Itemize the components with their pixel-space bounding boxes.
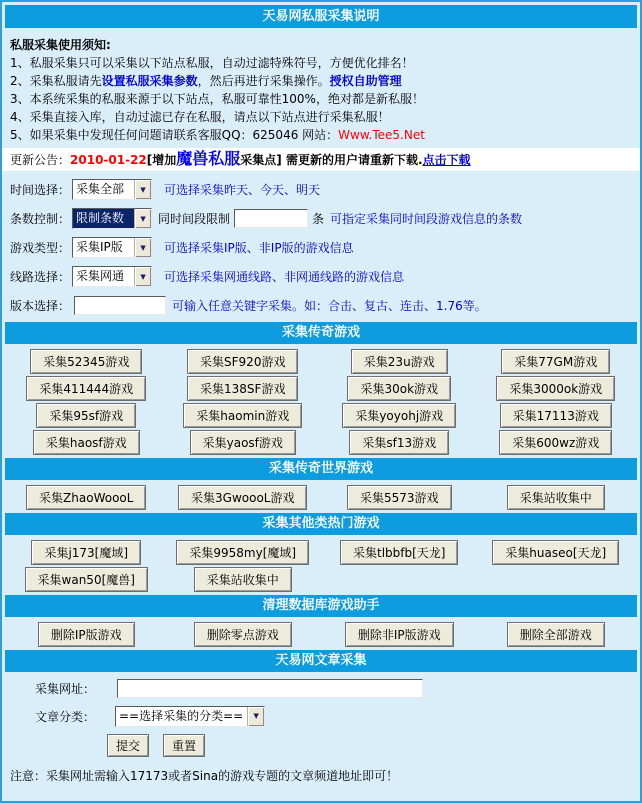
collect-button[interactable]: 采集sf13游戏	[349, 430, 449, 455]
collect-button[interactable]: 采集j173[魔域]	[31, 540, 141, 565]
button-cell	[321, 429, 478, 456]
notice-line-3: 3、本系统采集的私服来源于以下站点，私服可靠性100%，绝对都是新私服！	[10, 92, 424, 106]
collect-button[interactable]: 删除全部游戏	[507, 622, 605, 647]
notice-section	[2, 28, 640, 144]
notice-line-5-pre: 5、如果采集中发现任何问题请联系客服QQ：625046 网站：	[10, 128, 339, 142]
article-category-select[interactable]	[115, 706, 265, 727]
collect-button[interactable]: 采集yaosf游戏	[190, 430, 296, 455]
section-button-grid	[2, 346, 640, 456]
article-url-row	[2, 674, 640, 702]
time-label: 时间选择：	[10, 183, 71, 197]
collect-button[interactable]: 采集haosf游戏	[33, 430, 140, 455]
dropdown-arrow-icon[interactable]: ▼	[134, 267, 151, 286]
button-cell	[321, 484, 478, 511]
support-website: Www.Tee5.Net	[338, 128, 425, 142]
game-type-select-value: 采集IP版	[76, 240, 123, 254]
button-cell	[8, 429, 165, 456]
button-cell	[165, 375, 322, 402]
time-select-value: 采集全部	[76, 182, 125, 196]
collect-button[interactable]: 采集600wz游戏	[499, 430, 612, 455]
collect-button[interactable]: 采集138SF游戏	[187, 376, 298, 401]
update-note: 需更新的用户请重新下载.	[281, 153, 423, 167]
collect-button[interactable]: 采集3GwoooL游戏	[178, 485, 307, 510]
button-cell	[8, 539, 165, 566]
version-label: 版本选择：	[10, 299, 71, 313]
notice-line-1: 1、私服采集只可以采集以下站点私服，自动过滤特殊符号，方便优化排名！	[10, 56, 414, 70]
time-select[interactable]	[72, 179, 152, 200]
update-announcement	[2, 148, 640, 171]
button-cell	[478, 402, 635, 429]
button-cell	[165, 402, 322, 429]
update-highlight: 魔兽私服	[176, 149, 241, 168]
version-input[interactable]	[74, 296, 166, 315]
collect-button[interactable]: 采集huaseo[天龙]	[492, 540, 619, 565]
collect-sections	[2, 322, 640, 648]
button-cell	[8, 402, 165, 429]
collect-button[interactable]: 采集77GM游戏	[501, 349, 610, 374]
type-help: 可选择采集IP版、非IP版的游戏信息	[164, 241, 354, 255]
download-link[interactable]: 点击下载	[422, 153, 471, 167]
dropdown-arrow-icon[interactable]: ▼	[134, 238, 151, 257]
type-filter-row	[10, 233, 640, 262]
button-cell	[165, 539, 322, 566]
update-date: 2010-01-22	[70, 153, 147, 167]
self-manage-link[interactable]: 授权自助管理	[329, 74, 402, 88]
article-url-input[interactable]	[117, 679, 423, 698]
button-cell	[8, 566, 165, 593]
notice-line-2-pre: 2、采集私服请先	[10, 74, 102, 88]
time-help: 可选择采集昨天、今天、明天	[164, 183, 321, 197]
button-cell	[478, 621, 635, 648]
section-banner: 清理数据库游戏助手	[5, 595, 637, 617]
dropdown-arrow-icon[interactable]: ▼	[247, 707, 264, 726]
article-category-row	[2, 702, 640, 730]
article-url-label: 采集网址：	[35, 681, 96, 696]
collect-button[interactable]: 删除非IP版游戏	[345, 622, 454, 647]
notice-line-2-mid: ，然后再进行采集操作。	[197, 74, 330, 88]
collect-button[interactable]: 采集17113游戏	[500, 403, 612, 428]
limit-input[interactable]	[234, 209, 308, 228]
collect-button[interactable]: 采集站收集中	[194, 567, 292, 592]
line-label: 线路选择：	[10, 270, 71, 284]
button-cell	[321, 348, 478, 375]
button-cell	[165, 348, 322, 375]
section-button-grid	[2, 619, 640, 648]
button-cell	[478, 484, 635, 511]
section-button-grid	[2, 537, 640, 593]
collect-button[interactable]: 采集30ok游戏	[347, 376, 451, 401]
time-filter-row	[10, 175, 640, 204]
update-bracket-pre: [增加	[146, 153, 177, 167]
count-mid-label: 同时间段限制	[158, 212, 231, 226]
filter-section	[2, 171, 640, 320]
set-params-link[interactable]: 设置私服采集参数	[101, 74, 198, 88]
collect-button[interactable]: 删除零点游戏	[194, 622, 292, 647]
button-cell	[165, 484, 322, 511]
article-category-label: 文章分类：	[35, 709, 96, 724]
count-label: 条数控制：	[10, 212, 71, 226]
line-help: 可选择采集网通线路、非网通线路的游戏信息	[164, 270, 405, 284]
section-button-grid	[2, 482, 640, 511]
section-banner: 采集其他类热门游戏	[5, 513, 637, 535]
article-form-buttons	[2, 730, 640, 760]
button-cell	[478, 375, 635, 402]
button-cell	[165, 566, 322, 593]
button-cell	[321, 621, 478, 648]
notice-line-5	[10, 126, 632, 144]
collect-button[interactable]: 采集9958my[魔域]	[176, 540, 309, 565]
line-select[interactable]	[72, 266, 152, 287]
count-filter-row	[10, 204, 640, 233]
button-cell	[321, 402, 478, 429]
count-suffix: 条	[312, 212, 325, 226]
type-label: 游戏类型：	[10, 241, 71, 255]
collect-button[interactable]: 采集tlbbfb[天龙]	[340, 540, 458, 565]
version-filter-row	[10, 291, 640, 320]
button-cell	[8, 484, 165, 511]
dropdown-arrow-icon[interactable]: ▼	[134, 209, 151, 228]
collect-button[interactable]: 采集5573游戏	[347, 485, 452, 510]
article-banner: 天易网文章采集	[5, 650, 637, 672]
collect-button[interactable]: 采集52345游戏	[30, 349, 142, 374]
button-cell	[478, 348, 635, 375]
button-cell	[321, 539, 478, 566]
notice-line-2	[10, 72, 632, 90]
count-help: 可指定采集同时间段游戏信息的条数	[330, 212, 523, 226]
line-filter-row	[10, 262, 640, 291]
notice-heading: 私服采集使用须知:	[10, 38, 111, 52]
section-banner: 采集传奇世界游戏	[5, 458, 637, 480]
section-banner: 采集传奇游戏	[5, 322, 637, 344]
button-cell	[478, 539, 635, 566]
reset-button[interactable]: 重置	[163, 734, 205, 757]
button-cell	[165, 429, 322, 456]
line-select-value: 采集网通	[76, 269, 125, 283]
dropdown-arrow-icon[interactable]: ▼	[134, 180, 151, 199]
collect-button[interactable]: 采集yoyohj游戏	[342, 403, 456, 428]
button-cell	[165, 621, 322, 648]
count-select-value: 限制条数	[73, 209, 134, 228]
collect-button[interactable]: 采集ZhaoWoooL	[26, 485, 146, 510]
collect-button[interactable]: 删除IP版游戏	[38, 622, 135, 647]
notice-line-4: 4、采集直接入库，自动过滤已存在私服，请点以下站点进行采集私服！	[10, 110, 390, 124]
update-label: 更新公告：	[10, 153, 71, 167]
submit-button[interactable]: 提交	[107, 734, 149, 757]
button-cell	[478, 429, 635, 456]
button-cell	[8, 348, 165, 375]
page-title: 天易网私服采集说明	[5, 5, 637, 28]
article-category-value: ==选择采集的分类==	[119, 708, 244, 723]
update-bracket-post: 采集点]	[240, 153, 282, 167]
collect-button[interactable]: 采集3000ok游戏	[496, 376, 615, 401]
collect-button[interactable]: 采集23u游戏	[351, 349, 448, 374]
collect-button[interactable]: 采集95sf游戏	[36, 403, 136, 428]
collect-button[interactable]: 采集站收集中	[507, 485, 605, 510]
version-help: 可输入任意关键字采集。如：合击、复古、连击、1.76等。	[172, 299, 487, 313]
collect-button[interactable]: 采集411444游戏	[26, 376, 146, 401]
collect-button[interactable]: 采集SF920游戏	[187, 349, 298, 374]
article-note: 注意：采集网址需输入17173或者Sina的游戏专题的文章频道地址即可！	[10, 769, 399, 783]
count-select[interactable]	[72, 208, 152, 229]
collect-button[interactable]: 采集haomin游戏	[183, 403, 302, 428]
button-cell	[321, 375, 478, 402]
button-cell	[8, 621, 165, 648]
button-cell	[8, 375, 165, 402]
collect-button[interactable]: 采集wan50[魔兽]	[25, 567, 148, 592]
game-type-select[interactable]	[72, 237, 152, 258]
